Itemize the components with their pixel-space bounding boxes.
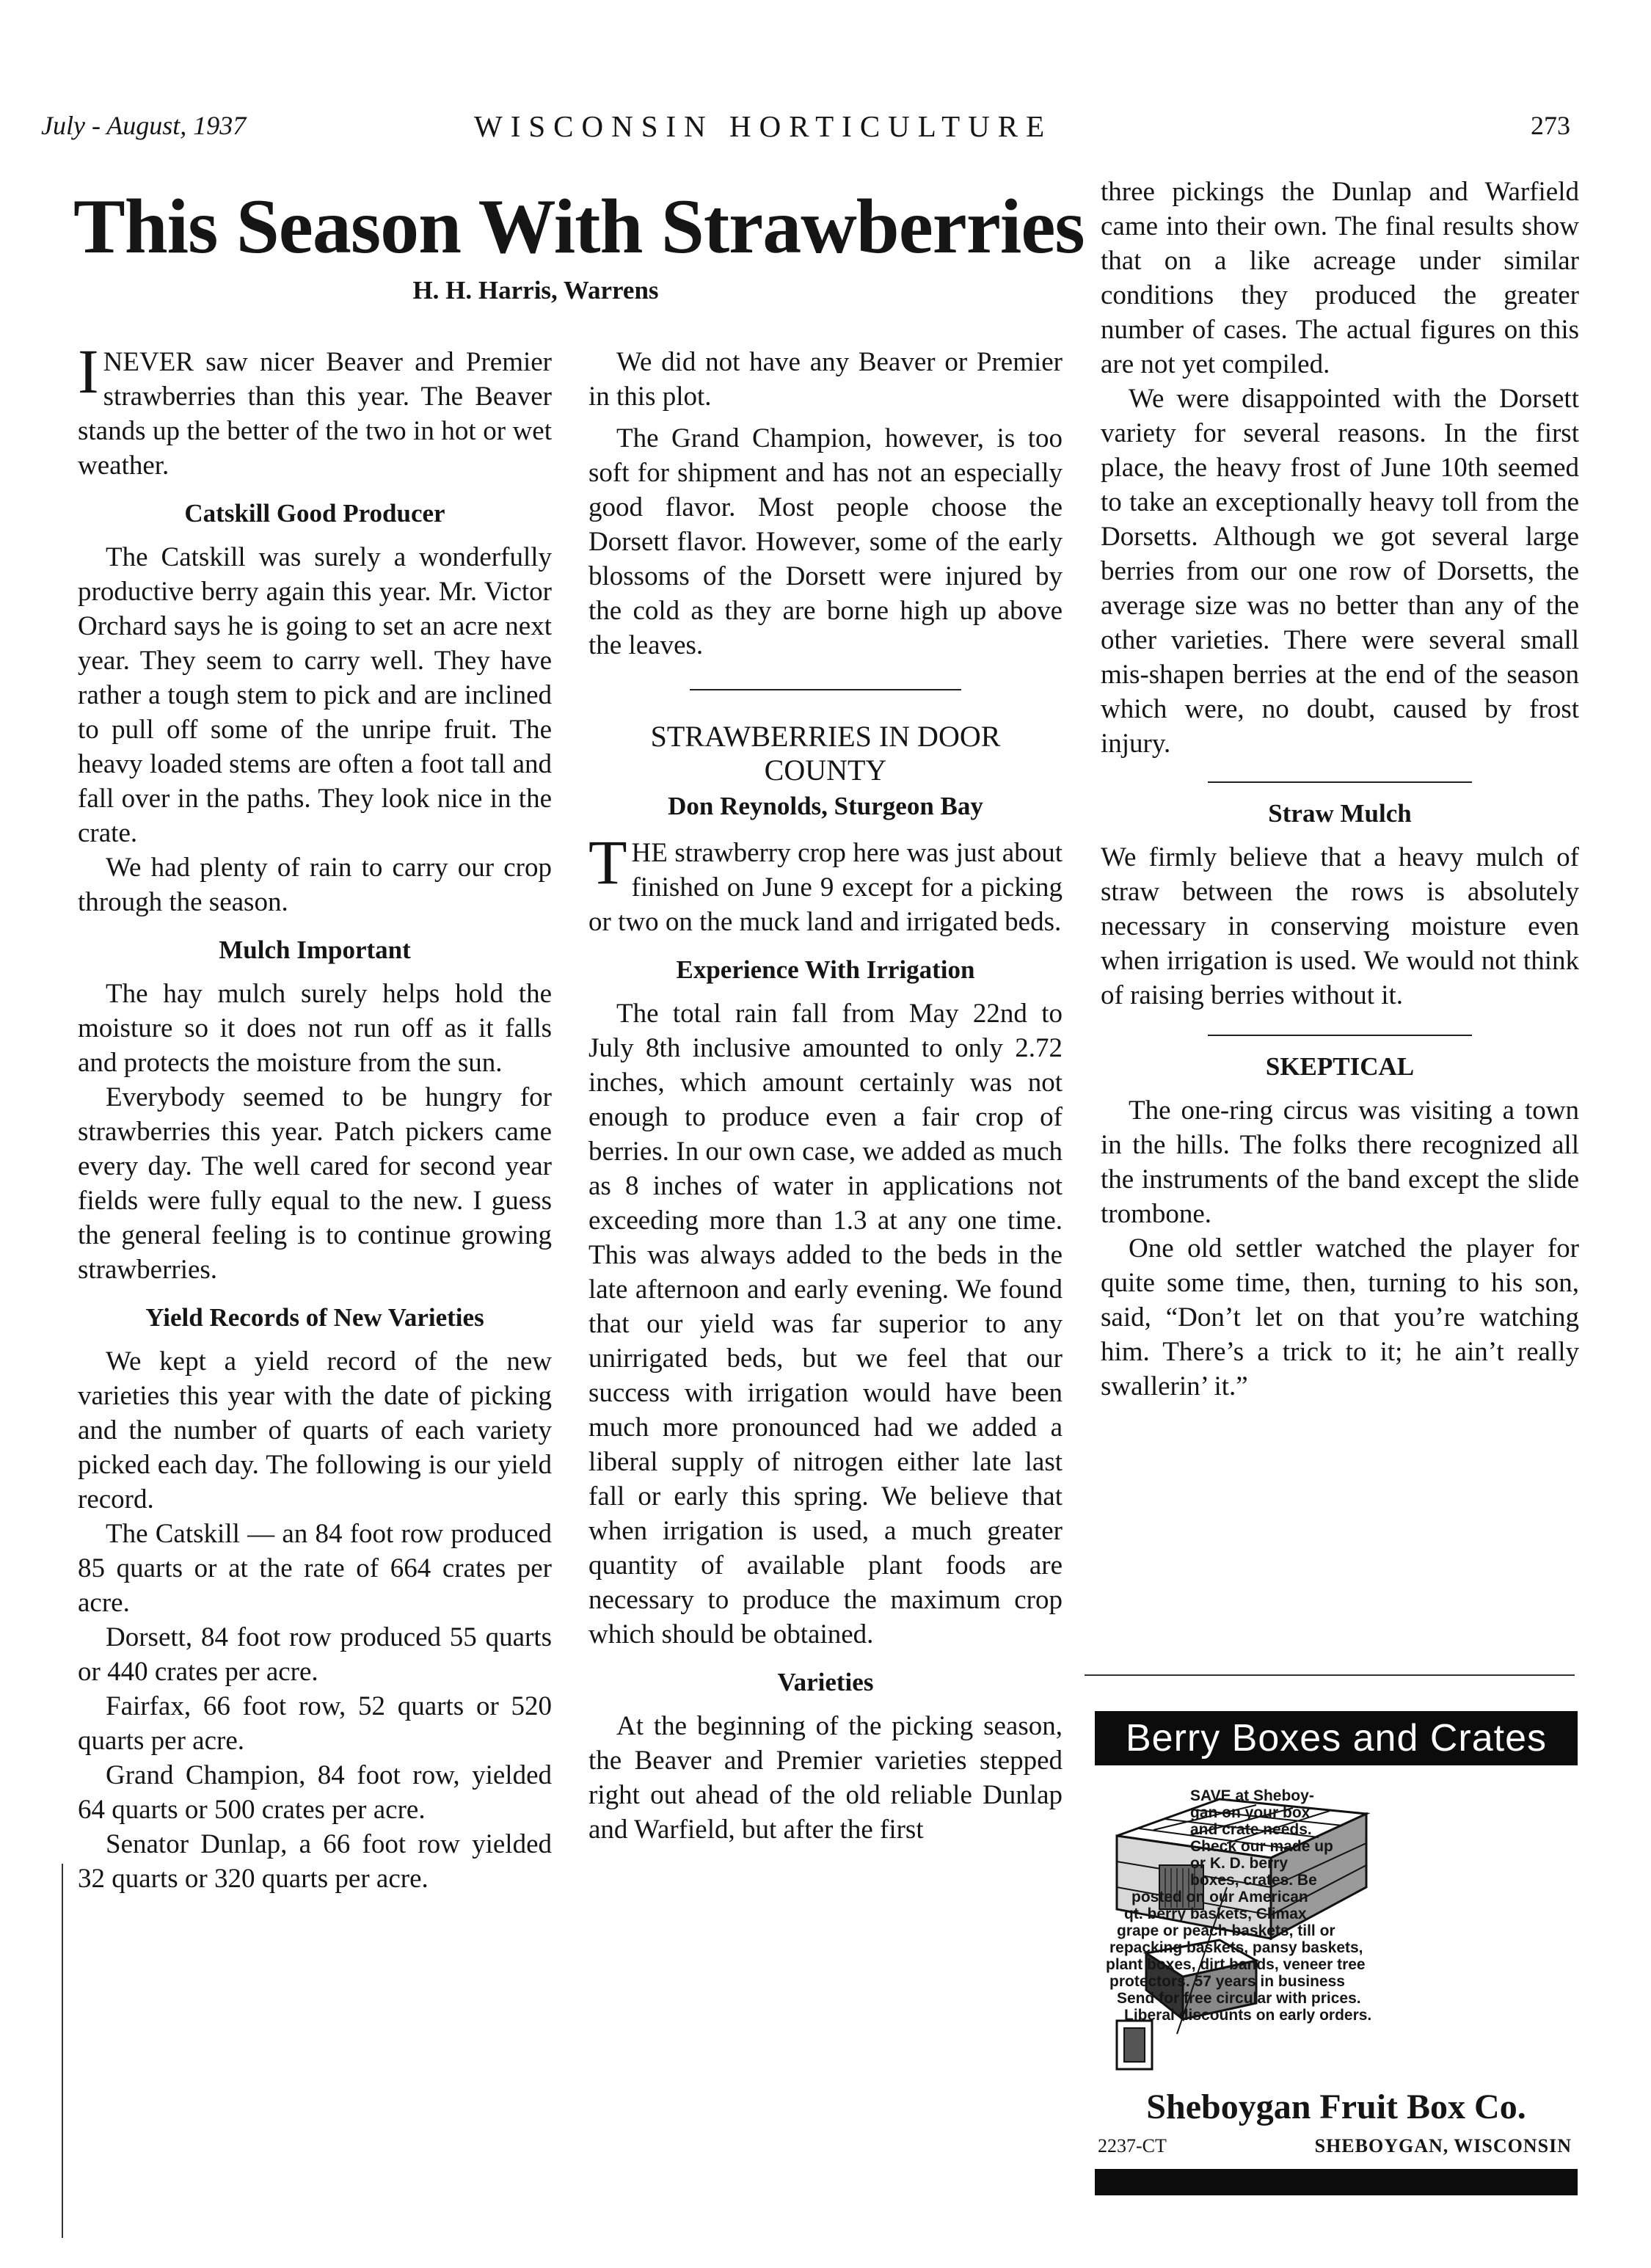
paragraph: The hay mulch surely helps hold the moisture so it does not run off as it falls and protects the moisture from the sun. (78, 979, 552, 1078)
ad-line: or K. D. berry (1190, 1855, 1289, 1872)
divider (1085, 1674, 1575, 1676)
paragraph: Everybody seemed to be hungry for strawberries this year. Patch pickers came every day. The well cared for second year fields were fully equal to the new. I guess the general feeling is to continue growing strawberries. (78, 1082, 552, 1285)
divider (1208, 781, 1472, 783)
paragraph: Grand Champion, 84 foot row, yielded 64 quarts or 500 crates per acre. (78, 1760, 552, 1825)
ad-line: Check our made up (1190, 1838, 1333, 1855)
paragraph: We were disappointed with the Dorsett variety for several reasons. In the first place, the heavy frost of June 10th seemed to take an exceptionally heavy toll from the Dorsetts. Although we got several large berries from our one row of Dorsetts, the average size was no better than any of the other varieties. There were several small mis-shapen berries at the end of the season which were, no doubt, caused by frost injury. (1101, 384, 1579, 759)
section-heading: Experience With Irrigation (676, 955, 975, 984)
section-heading: Mulch Important (219, 936, 411, 964)
ad-company-name: Sheboygan Fruit Box Co. (1146, 2087, 1526, 2126)
paragraph: Fairfax, 66 foot row, 52 quarts or 520 quarts per acre. (78, 1691, 552, 1756)
ad-line: SAVE at Sheboy- (1190, 1787, 1314, 1804)
ad-copy (1106, 1787, 1569, 2024)
issue-date: July - August, 1937 (41, 111, 247, 140)
paragraph: We firmly believe that a heavy mulch of straw between the rows is absolutely necessary in conserving moisture even when irrigation is used. We would not think of raising berries without it. (1101, 842, 1579, 1010)
ad-banner: Berry Boxes and Crates (1095, 1711, 1578, 1765)
drop-cap: I (78, 336, 99, 406)
intro-text: NEVER saw nicer Beaver and Premier strawberries than this year. The Beaver stands up the better of the two in hot or wet weather. (78, 347, 552, 481)
divider (1208, 1035, 1472, 1036)
paragraph: At the beginning of the picking season, the Beaver and Premier varieties stepped right out ahead of the old reliable Dunlap and Warfield, but after the first (588, 1711, 1063, 1845)
page-number: 273 (1531, 111, 1570, 140)
section-heading: SKEPTICAL (1265, 1052, 1415, 1081)
intro-paragraph (78, 336, 552, 483)
paragraph: The Catskill — an 84 foot row produced 85 quarts or at the rate of 664 crates per acre. (78, 1519, 552, 1618)
ad-line: posted on our American (1131, 1889, 1308, 1906)
intro-text: HE strawberry crop here was just about finished on June 9 except for a picking or two on the muck land and irrigated beds. (588, 838, 1063, 937)
paragraph: Senator Dunlap, a 66 foot row yielded 32 quarts or 320 quarts per acre. (78, 1829, 552, 1894)
paragraph: We did not have any Beaver or Premier in this plot. (588, 347, 1063, 412)
ad-line: repacking baskets, pansy baskets, (1109, 1939, 1363, 1956)
paragraph: Dorsett, 84 foot row produced 55 quarts or 440 crates per acre. (78, 1622, 552, 1687)
ad-line: grape or peach baskets, till or (1117, 1922, 1335, 1939)
paragraph: The total rain fall from May 22nd to July 8th inclusive amounted to only 2.72 inches, which amount certainly was not enough to produce even a fair crop of berries. In our own case, we added as much as 8 inches of water in applications not exceeding more than 1.3 at any one time. This was always added to the beds in the late afternoon and early evening. We found that our yield was far superior to any unirrigated beds, but we feel that our success with irrigation would have been much more pronounced had we added a liberal supply of nitrogen either late last fall or early this spring. We believe that when irrigation is used, a much greater quantity of available plant foods are necessary to produce the maximum crop which should be obtained. (588, 999, 1063, 1649)
ad-line: boxes, crates. Be (1190, 1872, 1317, 1889)
ad-line: Liberal discounts on early orders. (1124, 2007, 1372, 2024)
magazine-title: WISCONSIN HORTICULTURE (474, 109, 1053, 143)
paragraph: The Grand Champion, however, is too soft for shipment and has not an especially good flavor. Most people choose the Dorsett flavor. However, some of the early blossoms of the Dorsett were injured by the cold as they are borne high up above the leaves. (588, 423, 1063, 660)
ad-line: protectors. 57 years in business (1109, 1973, 1345, 1990)
article-byline-2: Don Reynolds, Sturgeon Bay (668, 792, 983, 820)
ad-line: plant boxes, dirt bands, veneer tree (1106, 1956, 1366, 1973)
article-title: This Season With Strawberries (73, 183, 1085, 269)
column-2 (588, 345, 1063, 1847)
ad-city: SHEBOYGAN, WISCONSIN (1314, 2135, 1572, 2156)
divider (690, 689, 961, 690)
drop-cap: T (588, 827, 627, 897)
paragraph: The Catskill was surely a wonderfully productive berry again this year. Mr. Victor Orchard says he is going to set an acre next year. They seem to carry well. They have rather a tough stem to pick and are inclined to pull off some of the unripe fruit. The heavy loaded stems are often a foot tall and fall over in the paths. They look nice in the crate. (78, 542, 552, 848)
column-rule (62, 1864, 63, 2238)
section-heading: Varieties (777, 1668, 874, 1696)
ad-code: 2237-CT (1098, 2135, 1167, 2156)
section-heading: Straw Mulch (1268, 799, 1412, 828)
column-3 (1101, 175, 1579, 1404)
section-heading: Catskill Good Producer (184, 499, 445, 528)
intro-paragraph-2 (588, 827, 1063, 939)
paragraph: We kept a yield record of the new varieties this year with the date of picking and the number of quarts of each variety picked each day. The following is our yield record. (78, 1346, 552, 1514)
column-1 (78, 336, 552, 1896)
article-byline: H. H. Harris, Warrens (412, 276, 659, 305)
paragraph: three pickings the Dunlap and Warfield came into their own. The final results show that on a like acreage under similar conditions they produced the greater number of cases. The actual figures on this are not yet compiled. (1101, 177, 1579, 379)
paragraph: One old settler watched the player for quite some time, then, turning to his son, said, “Don’t let on that you’re watching him. There’s a trick to it; he ain’t really swallerin’ it.” (1101, 1233, 1579, 1401)
section-heading: Yield Records of New Varieties (145, 1303, 484, 1332)
paragraph: We had plenty of rain to carry our crop through the season. (78, 853, 552, 917)
ad-line: qt. berry baskets, Climax (1124, 1906, 1307, 1922)
ad-line: Send for free circular with prices. (1117, 1990, 1361, 2007)
advertisement (1095, 1711, 1578, 2197)
article-title-2: STRAWBERRIES IN DOOR COUNTY (650, 720, 1001, 787)
ad-line: gan on your box (1190, 1804, 1311, 1821)
ad-line: and crate needs. (1190, 1821, 1312, 1838)
paragraph: The one-ring circus was visiting a town in the hills. The folks there recognized all the instruments of the band except the slide trombone. (1101, 1095, 1579, 1229)
ad-bottom-bar (1095, 2169, 1578, 2195)
